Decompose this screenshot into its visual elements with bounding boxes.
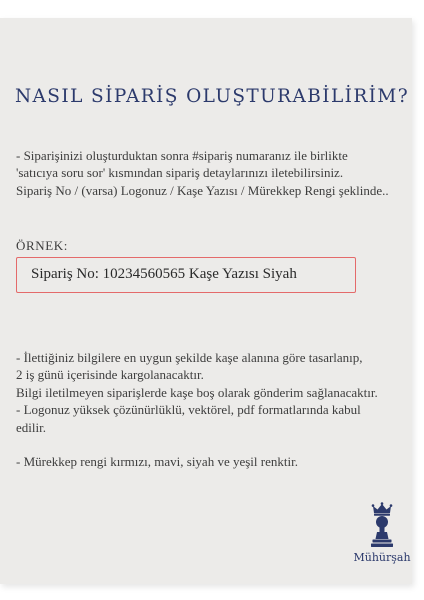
intro-line: Sipariş No / (varsa) Logonuz / Kaşe Yazısı / Mürekkep Rengi şeklinde..: [16, 182, 389, 198]
info-line: edilir.: [16, 419, 46, 435]
crowned-stamp-icon: [369, 502, 395, 548]
example-box: [16, 257, 356, 293]
page-title: NASIL SİPARİŞ OLUŞTURABİLİRİM?: [14, 86, 410, 107]
intro-paragraph: [16, 147, 412, 199]
info-line: Bilgi iletilmeyen siparişlerde kaşe boş olarak gönderim sağlanacaktır.: [16, 384, 378, 400]
info-line: - İlettiğiniz bilgilere en uygun şekilde kaşe alanına göre tasarlanıp,: [16, 350, 363, 365]
info-paragraph: [16, 349, 412, 436]
ink-colors-note: - Mürekkep rengi kırmızı, mavi, siyah ve yeşil renktir.: [16, 454, 298, 469]
info-line: - Logonuz yüksek çözünürlüklü, vektörel, pdf formatlarında kabul: [16, 402, 361, 418]
brand-name: Mühürşah: [353, 551, 411, 564]
example-text: Sipariş No: 10234560565 Kaşe Yazısı Siyah: [31, 266, 297, 282]
intro-line: 'satıcıya soru sor' kısmından sipariş detaylarınızı iletebilirsiniz.: [16, 165, 344, 181]
example-label: ÖRNEK:: [16, 238, 68, 253]
brand-logo: [350, 502, 414, 574]
intro-line: - Siparişinizi oluşturduktan sonra #sipariş numaranız ile birlikte: [16, 148, 348, 163]
info-line: 2 iş günü içerisinde kargolanacaktır.: [16, 367, 204, 383]
